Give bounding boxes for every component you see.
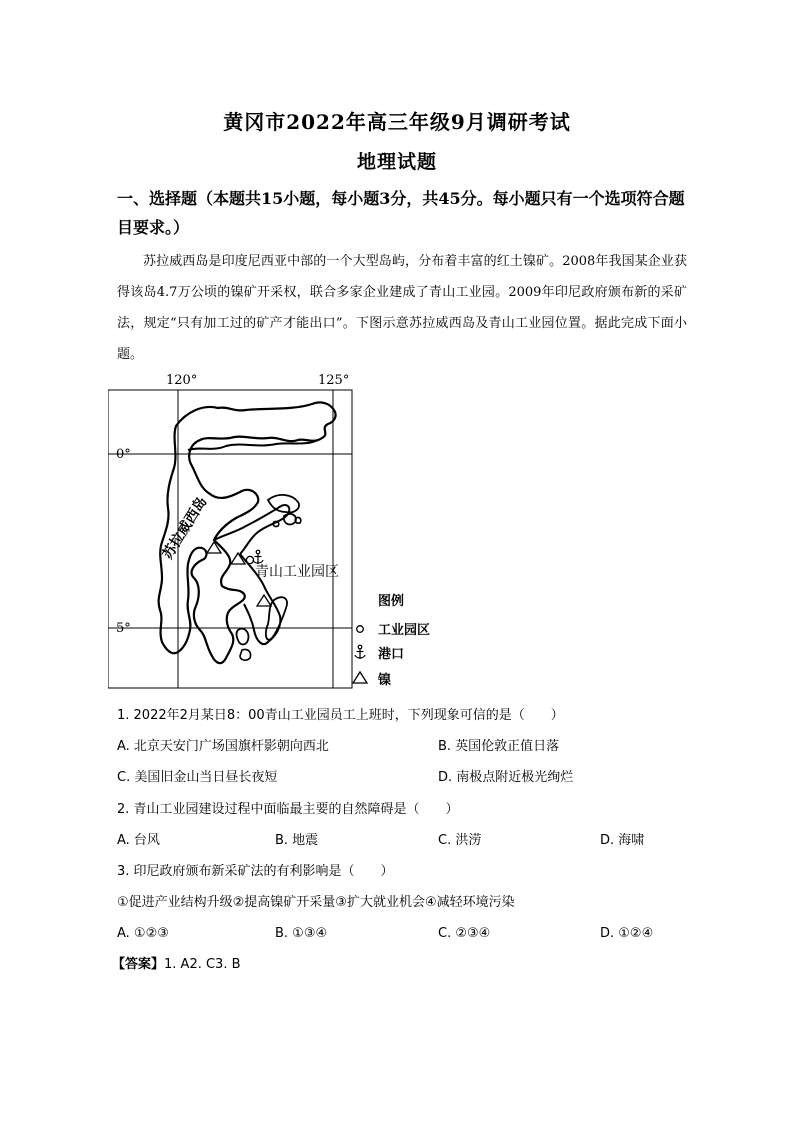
question-1-option-d: D. 南极点附近极光绚烂	[438, 770, 574, 785]
answer-tag: 【答案】	[112, 957, 165, 972]
answer-line	[112, 956, 241, 974]
question-2-option-b: B. 地震	[275, 833, 319, 848]
muna-island	[237, 629, 249, 645]
question-1-option-c: C. 美国旧金山当日昼长夜短	[117, 770, 278, 785]
answer-text: 1. A2. C3. B	[164, 957, 241, 972]
island-label: 苏拉威西岛	[159, 494, 211, 563]
question-3-option-b: B. ①③④	[275, 926, 328, 941]
legend-label-nickel: 镍	[378, 673, 392, 688]
legend-anchor-icon	[355, 645, 365, 659]
page-title: 黄冈市2022年高三年级9月调研考试	[223, 110, 571, 134]
question-2-stem: 2. 青山工业园建设过程中面临最主要的自然障碍是（ ）	[117, 802, 459, 817]
question-3-statements: ①促进产业结构升级②提高镍矿开采量③扩大就业机会④减轻环境污染	[117, 895, 515, 910]
banggai-island	[284, 514, 296, 525]
section-heading: 一、选择题（本题共15小题，每小题3分，共45分。每小题只有一个选项符合题目要求。）	[117, 189, 685, 237]
question-2-option-c: C. 洪涝	[438, 833, 482, 848]
page-subtitle: 地理试题	[356, 151, 437, 173]
intro-passage	[117, 246, 687, 370]
lon-label-120: 120°	[166, 373, 198, 388]
northern-arm-coast	[188, 440, 318, 450]
intro-text: 苏拉威西岛是印度尼西亚中部的一个大型岛屿，分布着丰富的红土镍矿。2008年我国某企业获得该岛4.7万公顷的镍矿开采权，联合多家企业建成了青山工业园。2009年印尼政府颁布新的采矿法，规定“只有加工过的矿产才能出口”。下图示意苏拉威西岛及青山工业园位置。据此完成下面小题。	[117, 254, 687, 362]
map-frame	[108, 390, 352, 688]
sulawesi-map	[108, 368, 458, 693]
legend-triangle-icon	[353, 672, 367, 683]
legend-label-park: 工业园区	[378, 623, 431, 638]
question-3-option-a: A. ①②③	[117, 926, 169, 941]
industrial-park-circle-icon	[246, 556, 253, 563]
park-label: 青山工业园区	[255, 564, 339, 580]
port-anchor-icon	[253, 550, 263, 564]
question-2-option-a: A. 台风	[117, 833, 160, 848]
kabaena-island	[240, 649, 251, 660]
lat-label-0: 0°	[116, 447, 131, 462]
question-3-option-d: D. ①②④	[600, 926, 654, 941]
question-1-option-a: A. 北京天安门广场国旗杆影朝向西北	[117, 739, 329, 754]
lat-label-5: 5°	[116, 621, 131, 636]
lon-label-125: 125°	[318, 373, 350, 388]
legend-title: 图例	[378, 594, 405, 609]
legend-circle-icon	[357, 626, 364, 633]
question-3-option-c: C. ②③④	[438, 926, 491, 941]
question-2-option-d: D. 海啸	[600, 833, 645, 848]
question-1-option-b: B. 英国伦敦正值日落	[438, 739, 560, 754]
east-arm-coast	[214, 505, 289, 554]
question-3-stem: 3. 印尼政府颁布新采矿法的有利影响是（ ）	[117, 864, 394, 879]
legend-label-port: 港口	[378, 647, 405, 662]
question-1-stem: 1. 2022年2月某日8：00青山工业园员工上班时，下列现象可信的是（ ）	[117, 708, 564, 723]
togian-islands	[268, 495, 299, 512]
